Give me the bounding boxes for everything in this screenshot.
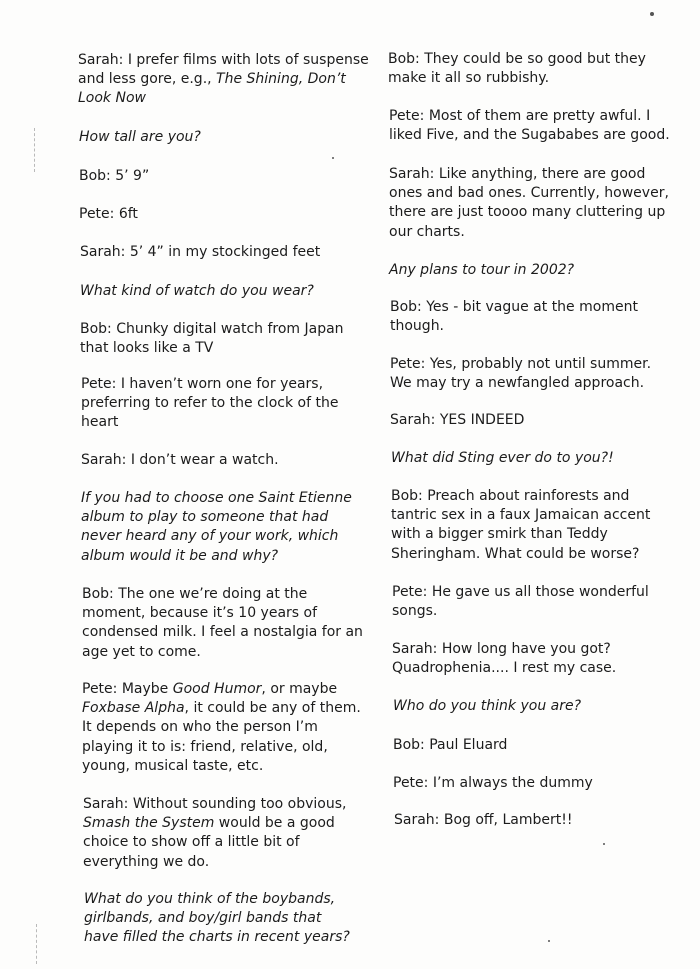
text-run: We may try a newfangled approach. bbox=[390, 375, 645, 392]
text-run: Quadrophenia.... I rest my case. bbox=[392, 660, 617, 677]
text-run: Sarah: Bog off, Lambert!! bbox=[394, 812, 573, 828]
text-run: choice to show off a little bit of bbox=[83, 834, 300, 851]
text-run: that looks like a TV bbox=[80, 340, 214, 357]
text-run: Pete: 6ft bbox=[79, 206, 138, 222]
text-run: album to play to someone that had bbox=[81, 509, 329, 526]
paragraph bbox=[391, 487, 650, 564]
text-run: Pete: Maybe bbox=[82, 681, 173, 697]
paragraph bbox=[82, 680, 361, 776]
paragraph bbox=[79, 205, 138, 224]
paragraph bbox=[81, 375, 338, 433]
text-run: condensed milk. I feel a nostalgia for an bbox=[82, 624, 363, 641]
paragraph bbox=[394, 811, 572, 830]
paragraph bbox=[390, 298, 638, 336]
italic-title: Look Now bbox=[78, 90, 146, 107]
text-run: Sarah: Without sounding too obvious, bbox=[83, 796, 347, 812]
paragraph bbox=[83, 795, 346, 872]
margin-mark bbox=[34, 128, 35, 172]
paragraph bbox=[82, 585, 363, 662]
text-run: What did Sting ever do to you?! bbox=[391, 450, 614, 466]
text-run: though. bbox=[390, 318, 445, 335]
text-run: If you had to choose one Saint Etienne bbox=[81, 490, 352, 506]
text-run: age yet to come. bbox=[82, 643, 201, 660]
text-run: Sarah: I don’t wear a watch. bbox=[81, 452, 279, 468]
text-run: Any plans to tour in 2002? bbox=[389, 262, 575, 278]
scan-speck bbox=[650, 12, 654, 16]
paragraph bbox=[81, 451, 279, 470]
text-run: young, musical taste, etc. bbox=[82, 757, 264, 774]
paragraph bbox=[80, 243, 320, 262]
text-run: heart bbox=[81, 414, 119, 431]
paragraph bbox=[79, 167, 149, 186]
text-run: our charts. bbox=[389, 223, 465, 240]
paragraph bbox=[393, 697, 581, 716]
text-run: What do you think of the boybands, bbox=[84, 891, 336, 907]
text-run: have filled the charts in recent years? bbox=[84, 929, 350, 946]
text-run: liked Five, and the Sugababes are good. bbox=[389, 127, 670, 144]
text-run: Sarah: Like anything, there are good bbox=[389, 166, 646, 182]
paragraph bbox=[391, 449, 614, 468]
italic-title: Good Humor bbox=[172, 681, 262, 697]
paragraph bbox=[81, 489, 352, 566]
text-run: playing it to is: friend, relative, old, bbox=[82, 738, 328, 755]
paragraph bbox=[390, 355, 651, 393]
paragraph bbox=[392, 583, 649, 621]
paragraph bbox=[389, 165, 669, 242]
text-run: and less gore, e.g., bbox=[78, 71, 217, 88]
text-run: Bob: The one we’re doing at the bbox=[82, 586, 308, 602]
paragraph bbox=[79, 128, 201, 147]
text-run: Sheringham. What could be worse? bbox=[391, 545, 640, 562]
text-run: moment, because it’s 10 years of bbox=[82, 605, 318, 622]
text-run: album would it be and why? bbox=[81, 547, 279, 564]
text-run: Pete: I’m always the dummy bbox=[393, 775, 593, 791]
text-run: It depends on who the person I’m bbox=[82, 719, 318, 736]
text-run: Pete: Yes, probably not until summer. bbox=[390, 356, 652, 372]
paragraph bbox=[393, 774, 593, 793]
text-run: Sarah: YES INDEED bbox=[390, 412, 525, 428]
paragraph bbox=[80, 282, 314, 301]
paragraph bbox=[389, 261, 574, 280]
text-run: What kind of watch do you wear? bbox=[80, 283, 314, 299]
text-run: never heard any of your work, which bbox=[81, 528, 339, 545]
text-run: Bob: Paul Eluard bbox=[393, 737, 508, 753]
text-run: Bob: Preach about rainforests and bbox=[391, 488, 630, 504]
text-run: Who do you think you are? bbox=[393, 698, 582, 714]
text-run: Bob: 5’ 9” bbox=[79, 168, 150, 184]
text-run: songs. bbox=[392, 603, 438, 620]
text-run: Bob: Yes - bit vague at the moment bbox=[390, 299, 638, 315]
text-run: would be a good bbox=[214, 815, 335, 832]
text-run: Pete: He gave us all those wonderful bbox=[392, 584, 649, 600]
text-run: everything we do. bbox=[83, 853, 210, 870]
scan-speck bbox=[603, 843, 605, 845]
paragraph bbox=[388, 50, 646, 88]
margin-mark bbox=[36, 924, 37, 964]
text-run: Sarah: How long have you got? bbox=[392, 641, 611, 657]
text-run: ones and bad ones. Currently, however, bbox=[389, 185, 669, 202]
scan-speck bbox=[332, 157, 334, 159]
scan-speck bbox=[548, 940, 550, 942]
paragraph bbox=[80, 320, 344, 358]
text-run: Bob: Chunky digital watch from Japan bbox=[80, 321, 344, 337]
paragraph bbox=[389, 107, 670, 145]
text-run: Pete: I haven’t worn one for years, bbox=[81, 376, 324, 392]
text-run: Sarah: 5’ 4” in my stockinged feet bbox=[80, 244, 321, 260]
text-run: Bob: They could be so good but they bbox=[388, 51, 646, 67]
italic-title: Smash the System bbox=[83, 815, 215, 832]
text-run: , or maybe bbox=[261, 681, 338, 697]
paragraph bbox=[84, 890, 350, 948]
italic-title: The Shining, Don’t bbox=[216, 71, 346, 88]
italic-title: Foxbase Alpha bbox=[82, 700, 185, 717]
text-run: girlbands, and boy/girl bands that bbox=[84, 910, 322, 927]
paragraph bbox=[78, 51, 369, 109]
text-run: preferring to refer to the clock of the bbox=[81, 395, 339, 412]
text-run: with a bigger smirk than Teddy bbox=[391, 526, 608, 543]
paragraph bbox=[393, 736, 507, 755]
text-run: Sarah: I prefer films with lots of suspense bbox=[78, 52, 369, 68]
text-run: , it could be any of them. bbox=[184, 700, 361, 717]
text-run: make it all so rubbishy. bbox=[388, 70, 550, 87]
paragraph bbox=[392, 640, 616, 678]
text-run: Pete: Most of them are pretty awful. I bbox=[389, 108, 651, 124]
text-run: tantric sex in a faux Jamaican accent bbox=[391, 507, 651, 524]
text-run: there are just toooo many cluttering up bbox=[389, 204, 666, 221]
paragraph bbox=[390, 411, 524, 430]
text-run: How tall are you? bbox=[79, 129, 201, 145]
